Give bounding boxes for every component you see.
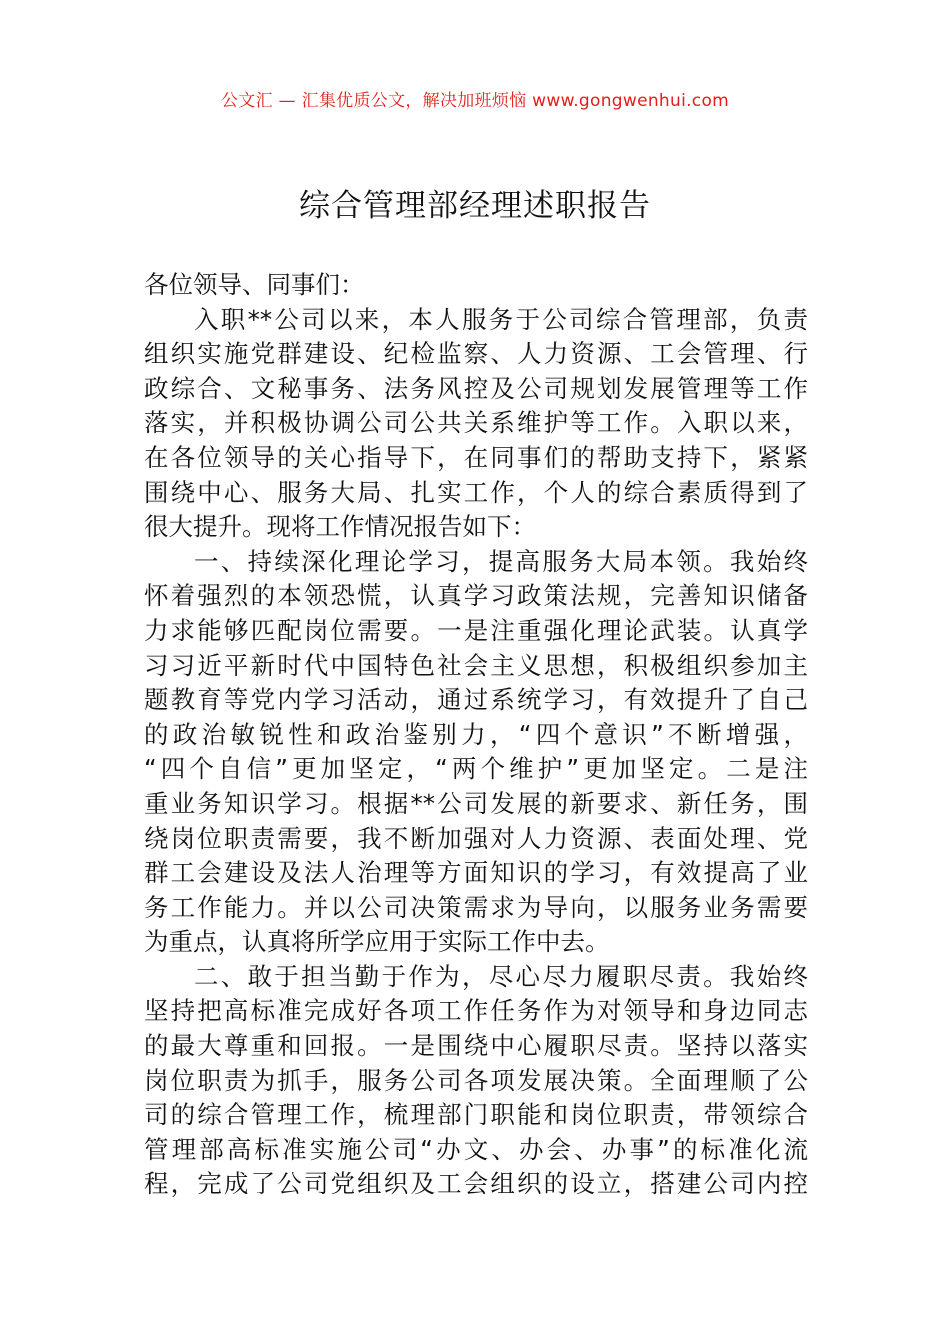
paragraph-line: “四个自信”更加坚定，“两个维护”更加坚定。二是注 [144, 754, 808, 784]
paragraph [144, 303, 808, 545]
paragraph-line: 落实，并积极协调公司公共关系维护等工作。入职以来， [144, 408, 808, 438]
paragraph-line: 的最大尊重和回报。一是围绕中心履职尽责。坚持以落实 [144, 1031, 808, 1061]
paragraph-line: 力求能够匹配岗位需要。一是注重强化理论武装。认真学 [144, 615, 808, 645]
paragraph-line: 为重点，认真将所学应用于实际工作中去。 [144, 927, 610, 957]
paragraph-line: 司的综合管理工作，梳理部门职能和岗位职责，带领综合 [144, 1100, 808, 1130]
document-title: 综合管理部经理述职报告 [299, 188, 651, 224]
paragraph-line: 怀着强烈的本领恐慌，认真学习政策法规，完善知识储备 [144, 581, 808, 611]
paragraph-line: 在各位领导的关心指导下，在同事们的帮助支持下，紧紧 [144, 442, 808, 472]
header-watermark: 公文汇 — 汇集优质公文，解决加班烦恼 www.gongwenhui.com [220, 91, 730, 111]
document-body [144, 268, 808, 1202]
paragraph-line: 的政治敏锐性和政治鉴别力，“四个意识”不断增强， [144, 719, 808, 749]
paragraph-line: 入职**公司以来，本人服务于公司综合管理部，负责 [194, 304, 808, 334]
paragraph-line: 围绕中心、服务大局、扎实工作，个人的综合素质得到了 [144, 477, 808, 507]
paragraph-line: 绕岗位职责需要，我不断加强对人力资源、表面处理、党 [144, 823, 808, 853]
paragraph [144, 960, 808, 1202]
paragraph [144, 545, 808, 960]
paragraph-line: 程，完成了公司党组织及工会组织的设立，搭建公司内控 [144, 1169, 808, 1199]
paragraph-line: 习习近平新时代中国特色社会主义思想，积极组织参加主 [144, 650, 808, 680]
paragraph-line: 很大提升。现将工作情况报告如下： [144, 512, 536, 542]
paragraph-line: 管理部高标准实施公司“办文、办会、办事”的标准化流 [144, 1134, 808, 1164]
paragraph-line: 坚持把高标准完成好各项工作任务作为对领导和身边同志 [144, 996, 808, 1026]
paragraph-line: 二、敢于担当勤于作为，尽心尽力履职尽责。我始终 [194, 961, 808, 991]
paragraph-line: 政综合、文秘事务、法务风控及公司规划发展管理等工作 [144, 373, 808, 403]
salutation: 各位领导、同事们： [144, 270, 365, 299]
paragraph-line: 群工会建设及法人治理等方面知识的学习，有效提高了业 [144, 858, 808, 888]
paragraph-line: 组织实施党群建设、纪检监察、人力资源、工会管理、行 [144, 339, 808, 369]
paragraph-line: 岗位职责为抓手，服务公司各项发展决策。全面理顺了公 [144, 1065, 808, 1095]
paragraph-line: 题教育等党内学习活动，通过系统学习，有效提升了自己 [144, 685, 808, 715]
paragraph-line: 一、持续深化理论学习，提高服务大局本领。我始终 [194, 546, 808, 576]
paragraph-line: 务工作能力。并以公司决策需求为导向，以服务业务需要 [144, 892, 808, 922]
paragraph-line: 重业务知识学习。根据**公司发展的新要求、新任务，围 [144, 788, 808, 818]
